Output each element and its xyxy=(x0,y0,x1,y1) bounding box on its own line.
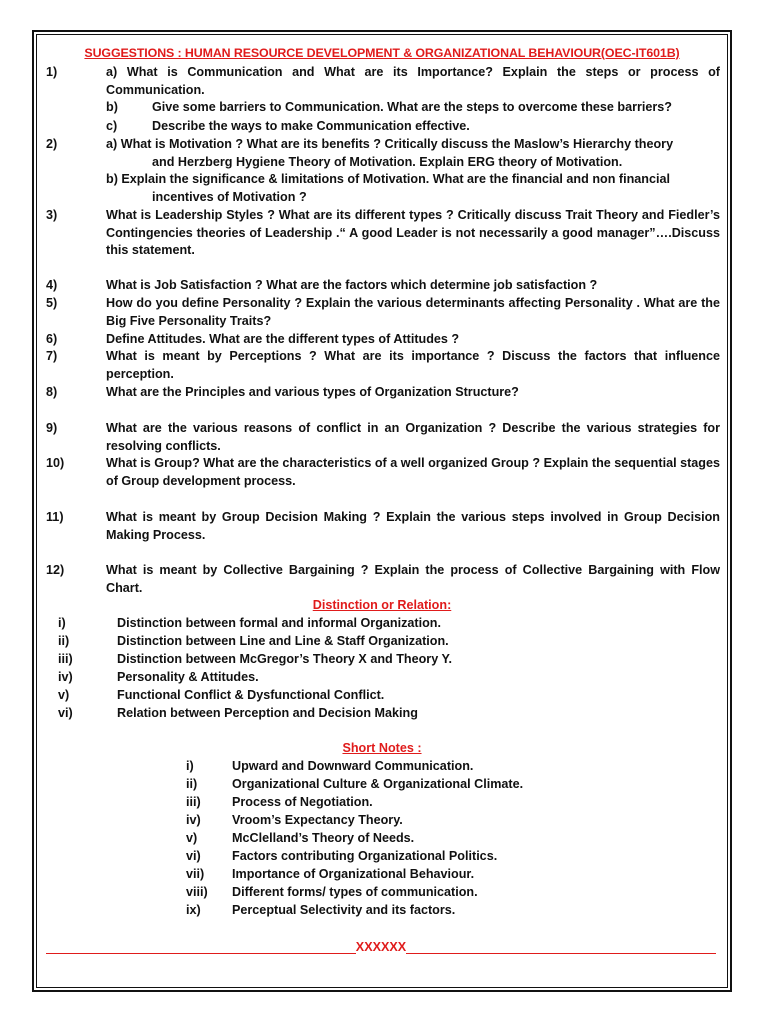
separator-line-right xyxy=(406,941,716,954)
question-number: 5) xyxy=(46,296,58,310)
item-text: Relation between Perception and Decision Making xyxy=(117,706,418,720)
item-number: ii) xyxy=(58,634,70,648)
item-text: Upward and Downward Communication. xyxy=(232,759,474,773)
item-number: v) xyxy=(186,831,198,845)
short-note-item xyxy=(186,776,523,794)
sub-label: c) xyxy=(106,119,118,133)
item-text: Organizational Culture & Organizational Climate. xyxy=(232,777,524,791)
question-1a-text: a) What is Communication and What are its Importance? Explain the steps or process of Communication. xyxy=(106,65,720,97)
short-note-item xyxy=(186,812,403,830)
short-note-item xyxy=(186,794,373,812)
item-number: iv) xyxy=(186,813,201,827)
distinction-heading: Distinction or Relation: xyxy=(312,598,452,612)
question-number: 1) xyxy=(46,65,58,79)
distinction-item xyxy=(58,651,452,669)
item-text: McClelland’s Theory of Needs. xyxy=(232,831,415,845)
item-number: i) xyxy=(58,616,66,630)
question-number: 12) xyxy=(46,563,65,577)
question-text: How do you define Personality ? Explain the various determinants affecting Personality . What are the Big Five Personality Traits? xyxy=(106,296,720,328)
distinction-item xyxy=(58,633,449,651)
end-mark: XXXXXX xyxy=(355,940,407,954)
item-text: Functional Conflict & Dysfunctional Conflict. xyxy=(117,688,385,702)
question-1c xyxy=(106,118,720,136)
item-number: iii) xyxy=(186,795,201,809)
question-text: What is meant by Group Decision Making ? Explain the various steps involved in Group Decision Making Process. xyxy=(106,510,720,542)
question-9 xyxy=(46,420,720,455)
short-note-item xyxy=(186,902,455,920)
question-number: 7) xyxy=(46,349,58,363)
item-number: vii) xyxy=(186,867,205,881)
question-8 xyxy=(46,384,720,402)
item-text: Perceptual Selectivity and its factors. xyxy=(232,903,456,917)
end-separator xyxy=(46,940,716,954)
question-text: What is Job Satisfaction ? What are the factors which determine job satisfaction ? xyxy=(106,278,598,292)
question-2a-line2: and Herzberg Hygiene Theory of Motivation. Explain ERG theory of Motivation. xyxy=(152,154,623,169)
distinction-item xyxy=(58,705,418,723)
question-1c-text: Describe the ways to make Communication effective. xyxy=(152,119,470,133)
item-text: Vroom’s Expectancy Theory. xyxy=(232,813,403,827)
question-12 xyxy=(46,562,720,597)
question-6 xyxy=(46,331,720,349)
item-number: ii) xyxy=(186,777,198,791)
question-3 xyxy=(46,207,720,260)
short-notes-heading: Short Notes : xyxy=(342,741,422,755)
item-text: Process of Negotiation. xyxy=(232,795,373,809)
question-text: Define Attitudes. What are the different types of Attitudes ? xyxy=(106,332,460,346)
question-4 xyxy=(46,277,720,295)
question-number: 3) xyxy=(46,208,58,222)
question-11 xyxy=(46,509,720,544)
item-text: Importance of Organizational Behaviour. xyxy=(232,867,475,881)
question-text: What is meant by Perceptions ? What are its importance ? Discuss the factors that influence perception. xyxy=(106,349,720,381)
item-number: vi) xyxy=(58,706,73,720)
question-number: 4) xyxy=(46,278,58,292)
item-text: Factors contributing Organizational Politics. xyxy=(232,849,498,863)
question-1b-text: Give some barriers to Communication. What are the steps to overcome these barriers? xyxy=(152,100,672,114)
question-number: 2) xyxy=(46,137,58,151)
question-number: 8) xyxy=(46,385,58,399)
distinction-item xyxy=(58,687,384,705)
question-2b-line1: b) Explain the significance & limitations of Motivation. What are the financial and non financial xyxy=(106,172,670,187)
question-number: 10) xyxy=(46,456,65,470)
short-note-item xyxy=(186,830,414,848)
question-2a-line1: a) What is Motivation ? What are its benefits ? Critically discuss the Maslow’s Hierarchy theory xyxy=(106,137,674,151)
page-title: SUGGESTIONS : HUMAN RESOURCE DEVELOPMENT & ORGANIZATIONAL BEHAVIOUR(OEC-IT601B) xyxy=(84,46,680,60)
item-number: iv) xyxy=(58,670,73,684)
short-note-item xyxy=(186,758,473,776)
question-text: What is Group? What are the characteristics of a well organized Group ? Explain the sequential stages of Group development process. xyxy=(106,456,720,488)
page-border xyxy=(32,30,732,992)
question-text: What is Leadership Styles ? What are its different types ? Critically discuss Trait Theory and Fiedler’s Contingencies theories of Leadership .“ A good Leader is not necessarily a good manager”….Discuss this statement. xyxy=(106,208,720,258)
short-note-item xyxy=(186,884,478,902)
item-number: v) xyxy=(58,688,70,702)
item-text: Personality & Attitudes. xyxy=(117,670,259,684)
question-2 xyxy=(46,136,720,206)
question-1 xyxy=(46,64,720,99)
question-2b-line2: incentives of Motivation ? xyxy=(152,189,307,204)
question-number: 11) xyxy=(46,510,64,524)
question-5 xyxy=(46,295,720,330)
item-number: i) xyxy=(186,759,194,773)
separator-line-left xyxy=(46,941,356,954)
item-number: ix) xyxy=(186,903,201,917)
sub-label: b) xyxy=(106,100,118,114)
short-note-item xyxy=(186,848,497,866)
question-text: What are the various reasons of conflict in an Organization ? Describe the various strategies for resolving conflicts. xyxy=(106,421,720,453)
question-7 xyxy=(46,348,720,383)
item-text: Different forms/ types of communication. xyxy=(232,885,478,899)
item-number: vi) xyxy=(186,849,201,863)
question-1b xyxy=(106,99,720,117)
item-text: Distinction between Line and Line & Staff Organization. xyxy=(117,634,449,648)
item-number: viii) xyxy=(186,885,208,899)
question-number: 6) xyxy=(46,332,58,346)
question-10 xyxy=(46,455,720,490)
question-text: What are the Principles and various types of Organization Structure? xyxy=(106,385,519,399)
distinction-item xyxy=(58,669,259,687)
short-note-item xyxy=(186,866,474,884)
question-text: What is meant by Collective Bargaining ? Explain the process of Collective Bargaining with Flow Chart. xyxy=(106,563,720,595)
item-text: Distinction between McGregor’s Theory X and Theory Y. xyxy=(117,652,452,666)
item-number: iii) xyxy=(58,652,73,666)
item-text: Distinction between formal and informal Organization. xyxy=(117,616,441,630)
question-number: 9) xyxy=(46,421,58,435)
distinction-item xyxy=(58,615,441,633)
